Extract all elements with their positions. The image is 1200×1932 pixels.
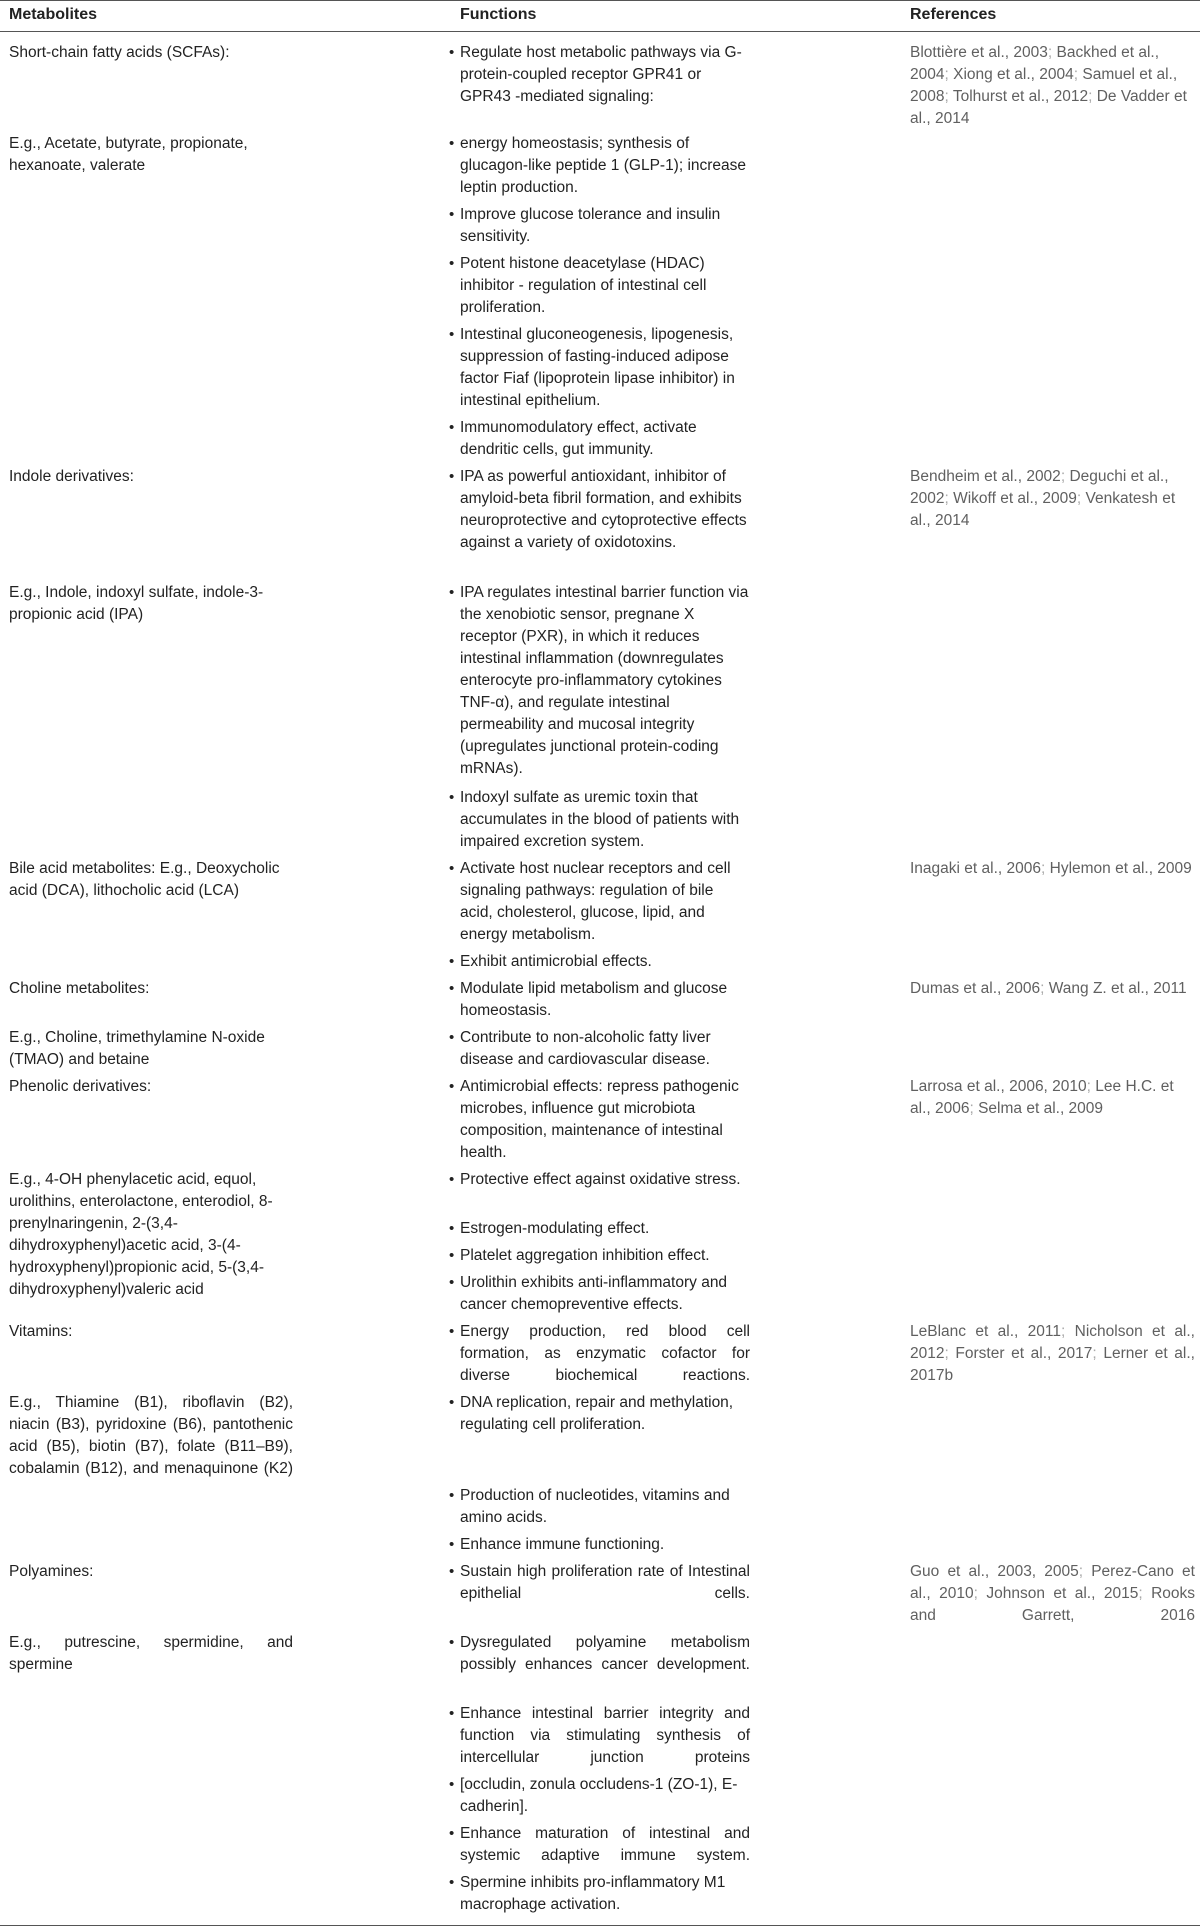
metabolite-cell: E.g., Acetate, butyrate, propionate, hexanoate, valerate xyxy=(9,135,248,174)
reference-link[interactable]: Samuel et al., 2008 xyxy=(910,66,1178,105)
function-item: • Enhance intestinal barrier integrity and function via stimulating synthesis of intercellular junction proteins xyxy=(450,1703,750,1769)
references-cell xyxy=(910,1561,1195,1627)
reference-separator: ; xyxy=(973,1585,987,1602)
reference-separator: ; xyxy=(1086,1078,1096,1095)
metabolite-cell: Indole derivatives: xyxy=(9,468,134,485)
function-item: • Production of nucleotides, vitamins and amino acids. xyxy=(450,1485,750,1529)
reference-link[interactable]: Nicholson et al., 2012 xyxy=(910,1323,1195,1362)
metabolite-cell: Vitamins: xyxy=(9,1323,73,1340)
reference-link[interactable]: De Vadder et al., 2014 xyxy=(910,88,1187,127)
reference-separator: ; xyxy=(1076,490,1086,507)
function-item: • Exhibit antimicrobial effects. xyxy=(450,951,750,973)
reference-link[interactable]: Lee H.C. et al., 2006 xyxy=(910,1078,1174,1117)
function-item: • Intestinal gluconeogenesis, lipogenesis, suppression of fasting-induced adipose factor Fiaf (lipoprotein lipase inhibitor) in intestinal epithelium. xyxy=(450,324,750,412)
function-item: • [occludin, zonula occludens-1 (ZO-1), E-cadherin]. xyxy=(450,1774,750,1818)
function-item: • Contribute to non-alcoholic fatty liver disease and cardiovascular disease. xyxy=(450,1027,750,1071)
reference-separator: ; xyxy=(1138,1585,1152,1602)
reference-link[interactable]: Rooks and Garrett, 2016 xyxy=(910,1585,1196,1624)
reference-link[interactable]: Tolhurst et al., 2012 xyxy=(952,88,1089,105)
metabolite-cell: E.g., 4-OH phenylacetic acid, equol, urolithins, enterolactone, enterodiol, 8-prenylnaringenin, 2-(3,4-dihydroxyphenyl)acetic acid, 3-(4-hydroxyphenyl)propionic acid, 5-(3,4-dihydroxyphenyl)valeric acid xyxy=(9,1171,273,1298)
reference-separator: ; xyxy=(1040,980,1049,997)
metabolite-cell: Choline metabolites: xyxy=(9,980,150,997)
reference-link[interactable]: Venkatesh et al., 2014 xyxy=(910,490,1176,529)
reference-link[interactable]: Bendheim et al., 2002 xyxy=(910,468,1061,485)
header-rule xyxy=(0,31,1200,32)
function-item: • energy homeostasis; synthesis of glucagon-like peptide 1 (GLP-1); increase leptin production. xyxy=(450,133,750,199)
reference-separator: ; xyxy=(944,66,954,83)
metabolite-cell: Polyamines: xyxy=(9,1563,94,1580)
reference-separator: ; xyxy=(1041,860,1050,877)
bottom-rule xyxy=(0,1925,1200,1926)
metabolite-cell: E.g., Choline, trimethylamine N-oxide (TMAO) and betaine xyxy=(9,1029,265,1068)
reference-separator: ; xyxy=(944,490,954,507)
metabolite-cell: E.g., Thiamine (B1), riboflavin (B2), niacin (B3), pyridoxine (B6), pantothenic acid (B5), biotin (B7), folate (B11–B9), cobalamin (B12), and menaquinone (K2) xyxy=(9,1394,293,1477)
metabolite-cell: E.g., Indole, indoxyl sulfate, indole-3-propionic acid (IPA) xyxy=(9,584,264,623)
function-item: • Activate host nuclear receptors and cell signaling pathways: regulation of bile acid, cholesterol, glucose, lipid, and energy metabolism. xyxy=(450,858,750,946)
metabolite-cell: Bile acid metabolites: E.g., Deoxycholic acid (DCA), lithocholic acid (LCA) xyxy=(9,860,280,899)
header-functions: Functions xyxy=(460,6,537,23)
reference-link[interactable]: Wikoff et al., 2009 xyxy=(953,490,1077,507)
function-item: • Dysregulated polyamine metabolism possibly enhances cancer development. xyxy=(450,1632,750,1676)
function-item: • DNA replication, repair and methylation, regulating cell proliferation. xyxy=(450,1392,750,1436)
references-cell xyxy=(910,978,1195,1000)
function-item: • Antimicrobial effects: repress pathogenic microbes, influence gut microbiota composition, maintenance of intestinal health. xyxy=(450,1076,750,1164)
references-cell xyxy=(910,1321,1195,1387)
function-item: • IPA regulates intestinal barrier function via the xenobiotic sensor, pregnane X receptor (PXR), in which it reduces intestinal inflammation (downregulates enterocyte pro-inflammatory cytokines TNF-α), and regulate intestinal permeability and mucosal integrity (upregulates junctional protein-coding mRNAs). xyxy=(450,582,750,780)
reference-link[interactable]: Deguchi et al., 2002 xyxy=(910,468,1169,507)
references-cell xyxy=(910,858,1195,880)
reference-separator: ; xyxy=(1088,88,1097,105)
reference-separator: ; xyxy=(944,1345,956,1362)
reference-link[interactable]: Inagaki et al., 2006 xyxy=(910,860,1041,877)
function-item: • Potent histone deacetylase (HDAC) inhibitor - regulation of intestinal cell proliferation. xyxy=(450,253,750,319)
reference-link[interactable]: Perez-Cano et al., 2010 xyxy=(910,1563,1195,1602)
top-rule xyxy=(0,0,1200,1)
reference-link[interactable]: Johnson et al., 2015 xyxy=(986,1585,1139,1602)
reference-link[interactable]: Selma et al., 2009 xyxy=(978,1100,1104,1117)
metabolite-cell: Short-chain fatty acids (SCFAs): xyxy=(9,44,230,61)
reference-separator: ; xyxy=(1073,66,1083,83)
function-item: • Sustain high proliferation rate of Intestinal epithelial cells. xyxy=(450,1561,750,1605)
reference-link[interactable]: Wang Z. et al., 2011 xyxy=(1048,980,1187,997)
header-metabolites: Metabolites xyxy=(9,6,98,23)
function-item: • Immunomodulatory effect, activate dendritic cells, gut immunity. xyxy=(450,417,750,461)
reference-separator: ; xyxy=(1078,1563,1092,1580)
function-item: • IPA as powerful antioxidant, inhibitor of amyloid-beta fibril formation, and exhibits neuroprotective and cytoprotective effects against a variety of oxidotoxins. xyxy=(450,466,750,554)
reference-link[interactable]: Forster et al., 2017 xyxy=(955,1345,1093,1362)
function-item: • Improve glucose tolerance and insulin sensitivity. xyxy=(450,204,750,248)
reference-separator: ; xyxy=(1060,1323,1075,1340)
function-item: • Energy production, red blood cell formation, as enzymatic cofactor for diverse biochemical reactions. xyxy=(450,1321,750,1387)
metabolite-cell: E.g., putrescine, spermidine, and spermine xyxy=(9,1634,293,1673)
reference-link[interactable]: Dumas et al., 2006 xyxy=(910,980,1041,997)
function-item: • Regulate host metabolic pathways via G-protein-coupled receptor GPR41 or GPR43 -mediated signaling: xyxy=(450,42,750,108)
reference-link[interactable]: Guo et al., 2003, 2005 xyxy=(910,1563,1079,1580)
reference-link[interactable]: Backhed et al., 2004 xyxy=(910,44,1160,83)
header-references: References xyxy=(910,6,997,23)
function-item: • Platelet aggregation inhibition effect. xyxy=(450,1245,750,1267)
references-cell xyxy=(910,42,1195,130)
reference-link[interactable]: Hylemon et al., 2009 xyxy=(1049,860,1192,877)
reference-link[interactable]: Blottière et al., 2003 xyxy=(910,44,1048,61)
function-item: • Spermine inhibits pro-inflammatory M1 macrophage activation. xyxy=(450,1872,750,1916)
reference-separator: ; xyxy=(1047,44,1057,61)
function-item: • Modulate lipid metabolism and glucose homeostasis. xyxy=(450,978,750,1022)
reference-separator: ; xyxy=(969,1100,979,1117)
function-item: • Protective effect against oxidative stress. xyxy=(450,1169,750,1191)
references-cell xyxy=(910,466,1195,532)
metabolite-cell: Phenolic derivatives: xyxy=(9,1078,152,1095)
function-item: • Estrogen-modulating effect. xyxy=(450,1218,750,1240)
function-item: • Indoxyl sulfate as uremic toxin that accumulates in the blood of patients with impaired excretion system. xyxy=(450,787,750,853)
function-item: • Enhance immune functioning. xyxy=(450,1534,750,1556)
references-cell xyxy=(910,1076,1195,1120)
reference-link[interactable]: Xiong et al., 2004 xyxy=(953,66,1074,83)
reference-separator: ; xyxy=(944,88,953,105)
reference-link[interactable]: Larrosa et al., 2006, 2010 xyxy=(910,1078,1087,1095)
reference-separator: ; xyxy=(1060,468,1070,485)
reference-link[interactable]: Lerner et al., 2017b xyxy=(910,1345,1195,1384)
reference-separator: ; xyxy=(1092,1345,1104,1362)
function-item: • Enhance maturation of intestinal and systemic adaptive immune system. xyxy=(450,1823,750,1867)
function-item: • Urolithin exhibits anti-inflammatory and cancer chemopreventive effects. xyxy=(450,1272,750,1316)
reference-link[interactable]: LeBlanc et al., 2011 xyxy=(910,1323,1061,1340)
